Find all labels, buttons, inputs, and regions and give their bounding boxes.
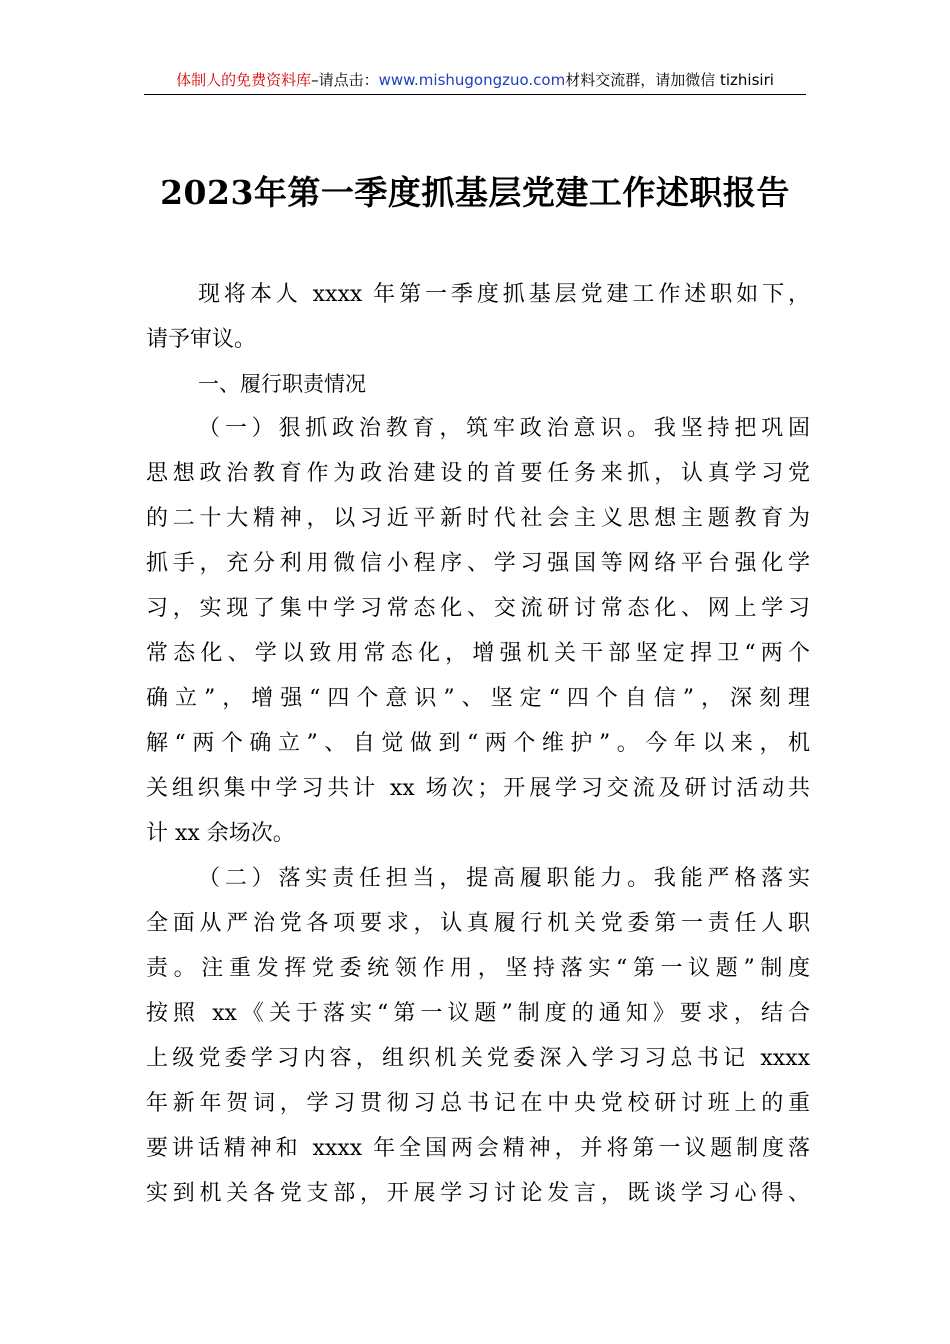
- paragraph-line: 确立”，增强“四个意识”、坚定“四个自信”，深刻理: [146, 686, 810, 711]
- paragraph-line: 思想政治教育作为政治建设的首要任务来抓，认真学习党: [146, 461, 810, 486]
- paragraph-line: 年新年贺词，学习贯彻习总书记在中央党校研讨班上的重: [146, 1091, 810, 1116]
- paragraph-line: 的二十大精神，以习近平新时代社会主义思想主题教育为: [146, 506, 810, 531]
- page-header: [144, 66, 806, 95]
- paragraph-line: 按照 xx《关于落实“第一议题”制度的通知》要求，结合: [146, 1001, 810, 1026]
- header-contact: 材料交流群，请加微信 tizhisiri: [565, 71, 774, 89]
- document-title: 2023年第一季度抓基层党建工作述职报告: [160, 173, 790, 212]
- header-brand: 体制人的免费资料库: [176, 71, 312, 89]
- intro-line: 请予审议。: [146, 327, 257, 352]
- paragraph-line: 全面从严治党各项要求，认真履行机关党委第一责任人职: [146, 911, 810, 936]
- paragraph-line: 常态化、学以致用常态化，增强机关干部坚定捍卫“两个: [146, 641, 810, 666]
- paragraph-line: 解“两个确立”、自觉做到“两个维护”。今年以来，机: [146, 731, 810, 756]
- intro-line: 现将本人 xxxx 年第一季度抓基层党建工作述职如下，: [198, 282, 810, 307]
- document-body: [146, 272, 810, 1216]
- paragraph-line: 实到机关各党支部，开展学习讨论发言，既谈学习心得、: [146, 1181, 810, 1206]
- paragraph-line: 关组织集中学习共计 xx 场次；开展学习交流及研讨活动共: [146, 776, 810, 801]
- paragraph-line: 责。注重发挥党委统领作用，坚持落实“第一议题”制度: [146, 956, 810, 981]
- header-url-link[interactable]: www.mishugongzuo.com: [378, 71, 566, 89]
- paragraph-line: 抓手，充分利用微信小程序、学习强国等网络平台强化学: [146, 551, 810, 576]
- paragraph-line: （二）落实责任担当，提高履职能力。我能严格落实: [198, 866, 810, 891]
- paragraph-line: 上级党委学习内容，组织机关党委深入学习习总书记 xxxx: [146, 1046, 810, 1071]
- paragraph-line: （一）狠抓政治教育，筑牢政治意识。我坚持把巩固: [198, 416, 810, 441]
- paragraph-line: 要讲话精神和 xxxx 年全国两会精神，并将第一议题制度落: [146, 1136, 810, 1161]
- section-heading: 一、履行职责情况: [198, 372, 366, 396]
- paragraph-line: 计 xx 余场次。: [146, 821, 295, 846]
- header-prompt: –请点击：: [311, 71, 379, 89]
- paragraph-line: 习，实现了集中学习常态化、交流研讨常态化、网上学习: [146, 596, 810, 621]
